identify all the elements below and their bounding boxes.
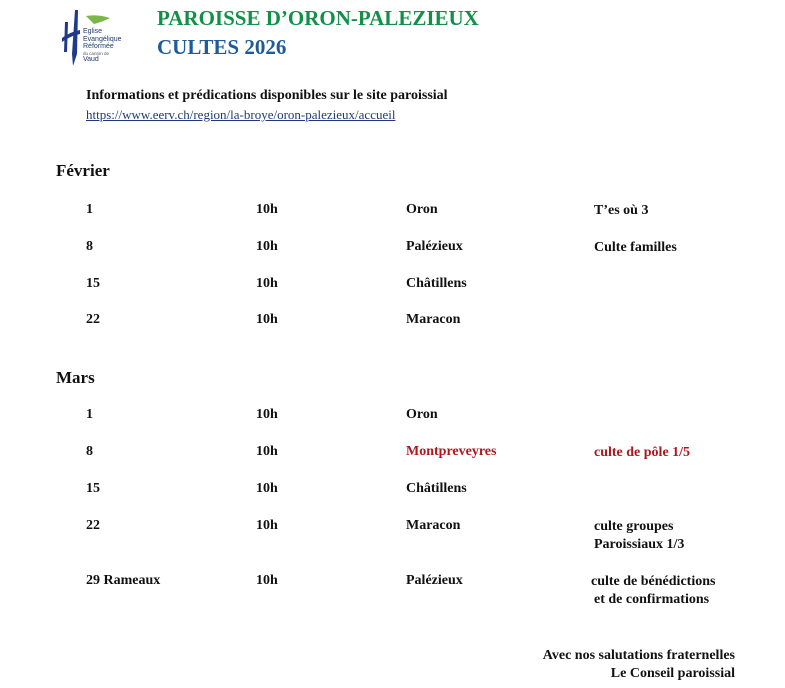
closing-greeting: Avec nos salutations fraternelles <box>542 648 735 663</box>
row-time: 10h <box>256 481 278 496</box>
row-note: culte de pôle 1/5 <box>594 445 691 460</box>
row-place: Palézieux <box>406 239 463 254</box>
row-date: 15 <box>86 481 100 496</box>
row-time: 10h <box>256 276 278 291</box>
row-place: Châtillens <box>406 276 467 291</box>
parish-website-link[interactable]: https://www.eerv.ch/region/la-broye/oron-palezieux/accueil <box>86 107 396 122</box>
row-date: 22 <box>86 312 100 327</box>
row-note: Culte familles <box>594 240 677 255</box>
row-note <box>591 573 715 609</box>
row-place: Châtillens <box>406 481 467 496</box>
closing-signature <box>543 647 735 683</box>
logo-line: Evangélique <box>83 35 122 43</box>
note-line: culte de bénédictions <box>591 574 716 589</box>
row-note <box>594 518 684 554</box>
row-time: 10h <box>256 518 278 533</box>
logo-line: du canton de <box>83 50 110 56</box>
month-heading-fevrier: Février <box>56 161 110 180</box>
row-place: Oron <box>406 202 438 217</box>
logo-line: Réformée <box>83 43 114 50</box>
row-place: Palézieux <box>406 573 463 588</box>
month-heading-mars: Mars <box>56 368 95 387</box>
note-line: culte groupes <box>594 519 674 534</box>
row-date: 8 <box>86 444 93 459</box>
page-title: PAROISSE D’ORON-PALEZIEUX <box>157 6 479 30</box>
row-date: 29 Rameaux <box>86 573 161 588</box>
row-date: 1 <box>86 202 93 217</box>
row-place: Montpreveyres <box>406 444 497 459</box>
logo-line: Vaud <box>83 55 99 63</box>
note-line: Paroissiaux 1/3 <box>594 537 685 552</box>
row-date: 15 <box>86 276 100 291</box>
note-line: et de confirmations <box>594 592 710 607</box>
row-place: Maracon <box>406 312 461 327</box>
row-time: 10h <box>256 444 278 459</box>
row-note: T’es où 3 <box>594 203 649 218</box>
row-date: 8 <box>86 239 93 254</box>
row-time: 10h <box>256 202 278 217</box>
row-date: 22 <box>86 518 100 533</box>
page-subtitle: CULTES 2026 <box>157 35 287 59</box>
logo-text <box>83 28 122 63</box>
logo-line: Eglise <box>83 28 103 35</box>
info-text: Informations et prédications disponibles sur le site paroissial <box>86 88 448 103</box>
row-time: 10h <box>256 239 278 254</box>
closing-signer: Le Conseil paroissial <box>610 666 735 681</box>
row-place: Oron <box>406 407 438 422</box>
row-place: Maracon <box>406 518 461 533</box>
row-time: 10h <box>256 407 278 422</box>
row-date: 1 <box>86 407 93 422</box>
row-time: 10h <box>256 312 278 327</box>
row-time: 10h <box>256 573 278 588</box>
